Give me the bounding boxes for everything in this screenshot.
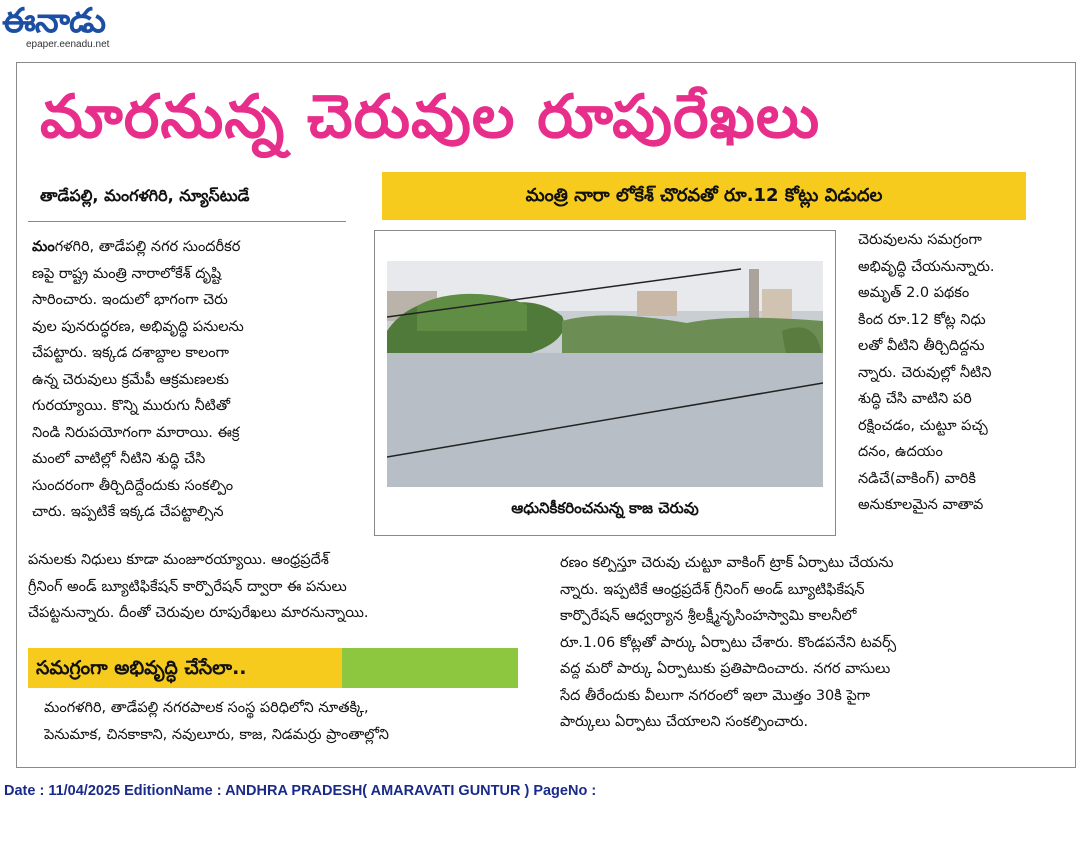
photo-caption: ఆధునికీకరించనున్న కాజ చెరువు <box>511 499 699 517</box>
column-3-line: న్నారు. చెరువుల్లో నీటిని <box>858 364 992 381</box>
column-1-line: ణపై రాష్ట్ర మంత్రి నారాలోకేశ్‌ దృష్టి <box>32 265 222 282</box>
column-3-line: లతో వీటిని తీర్చిదిద్దను <box>858 338 985 354</box>
right-line: పార్కులు ఏర్పాటు చేయాలని సంకల్పించారు. <box>560 714 809 730</box>
eenadu-logo <box>2 2 140 52</box>
column-3-line: అమృత్‌ 2.0 పథకం <box>858 285 970 301</box>
right-line: వద్ద మరో పార్కు ఏర్పాటుకు ప్రతిపాదించారు. నగర వాసులు <box>560 661 891 677</box>
edition-footer: Date : 11/04/2025 EditionName : ANDHRA PRADESH( AMARAVATI GUNTUR ) PageNo : <box>4 783 597 799</box>
column-1-line: సుందరంగా తీర్చిదిద్దేందుకు సంకల్పిం <box>32 477 234 494</box>
column-3-line: కింద రూ.12 కోట్ల నిధు <box>858 311 986 328</box>
section-line: పెనుమాక, చినకాకాని, నవులూరు, కాజ, నిడమర్రు ప్రాంతాల్లోని <box>44 726 389 743</box>
article-headline: మారనున్న చెరువుల రూపురేఖలు <box>40 82 821 152</box>
wide-line: గ్రీనింగ్‌ అండ్‌ బ్యూటిఫికేషన్‌ కార్పొరేషన్‌ ద్వారా ఈ పనులు <box>28 578 347 595</box>
column-1-line-0 <box>32 234 350 261</box>
column-1-line: చేపట్టారు. ఇక్కడ దశాబ్దాల కాలంగా <box>32 345 229 361</box>
right-line: కార్పొరేషన్‌ ఆధ్వర్యాన శ్రీలక్ష్మీనృసింహస్వామి కాలనీలో <box>560 608 857 624</box>
section-body <box>44 695 534 751</box>
column-3-line: శుద్ధి చేసి వాటిని పరి <box>858 391 972 407</box>
column-1-line: నిండి నిరుపయోగంగా మారాయి. ఈక్ర <box>32 424 240 441</box>
column-1-line: చారు. ఇప్పటికే ఇక్కడ చేపట్టాల్సిన <box>32 504 224 520</box>
article-byline: తాడేపల్లి, మంగళగిరి, న్యూస్‌టుడే <box>40 186 250 205</box>
lake-photo <box>387 261 823 487</box>
section-heading: సమగ్రంగా అభివృద్ధి చేసేలా.. <box>28 648 342 688</box>
section-line: మంగళగిరి, తాడేపల్లి నగరపాలక సంస్థ పరిధిలోని నూతక్కి, <box>44 700 369 716</box>
logo-url: epaper.eenadu.net <box>26 39 110 50</box>
byline-divider <box>28 221 346 222</box>
column-1-line: మంలో వాటిల్లో నీటిని శుద్ధి చేసి <box>32 451 206 467</box>
article-subheadline: మంత్రి నారా లోకేశ్‌ చొరవతో రూ.12 కోట్లు విడుదల <box>382 172 1026 220</box>
column-1-line: ఉన్న చెరువులు క్రమేపీ ఆక్రమణలకు <box>32 371 229 388</box>
column-3-line: దనం, ఉదయం <box>858 444 943 460</box>
right-line: రూ.1.06 కోట్లతో పార్కు ఏర్పాటు చేశారు. కొండపనేని టవర్స్‌ <box>560 634 897 651</box>
right-line: రణం కల్పిస్తూ చెరువు చుట్టూ వాకింగ్‌ ట్రాక్‌ ఏర్పాటు చేయను <box>560 555 894 571</box>
wide-line: పనులకు నిధులు కూడా మంజూరయ్యాయి. ఆంధ్రప్రదేశ్‌ <box>28 552 329 568</box>
section-heading-bar <box>28 648 518 688</box>
column-1-line: వుల పునరుద్ధరణ, అభివృద్ధి పనులను <box>32 318 244 335</box>
article-column-3 <box>858 227 1058 519</box>
column-1-line: గురయ్యాయి. కొన్ని మురుగు నీటితో <box>32 398 231 414</box>
right-line: న్నారు. ఇప్పటికే ఆంధ్రప్రదేశ్‌ గ్రీనింగ్‌ అండ్‌ బ్యూటిఫికేషన్‌ <box>560 581 865 598</box>
column-3-line: నడిచే(వాకింగ్‌) వారికి <box>858 470 976 487</box>
column-1-text: గళగిరి, తాడేపల్లి నగర సుందరీకర <box>54 239 241 255</box>
right-line: సేద తీరేందుకు వీలుగా నగరంలో ఇలా మొత్తం 30కి పైగా <box>560 687 871 704</box>
column-3-line: రక్షించడం, చుట్టూ పచ్చ <box>858 417 988 434</box>
article-right-text <box>560 550 1060 740</box>
logo-text: ఈనాడు <box>2 1 106 41</box>
section-heading-accent <box>342 648 518 688</box>
wide-line: చేపట్టనున్నారు. దీంతో చెరువుల రూపురేఖలు మారనున్నాయి. <box>28 605 369 621</box>
lake-image <box>387 261 823 487</box>
dropcap: మం <box>32 239 55 255</box>
photo-box <box>374 230 836 536</box>
column-3-line: అభివృద్ధి చేయనున్నారు. <box>858 258 995 275</box>
article-wide-text <box>28 547 528 629</box>
column-3-line: అనుకూలమైన వాతావ <box>858 497 984 513</box>
column-1-line: సారించారు. ఇందులో భాగంగా చెరు <box>32 292 228 308</box>
article-column-1 <box>32 234 350 526</box>
column-3-line: చెరువులను సమగ్రంగా <box>858 232 982 248</box>
